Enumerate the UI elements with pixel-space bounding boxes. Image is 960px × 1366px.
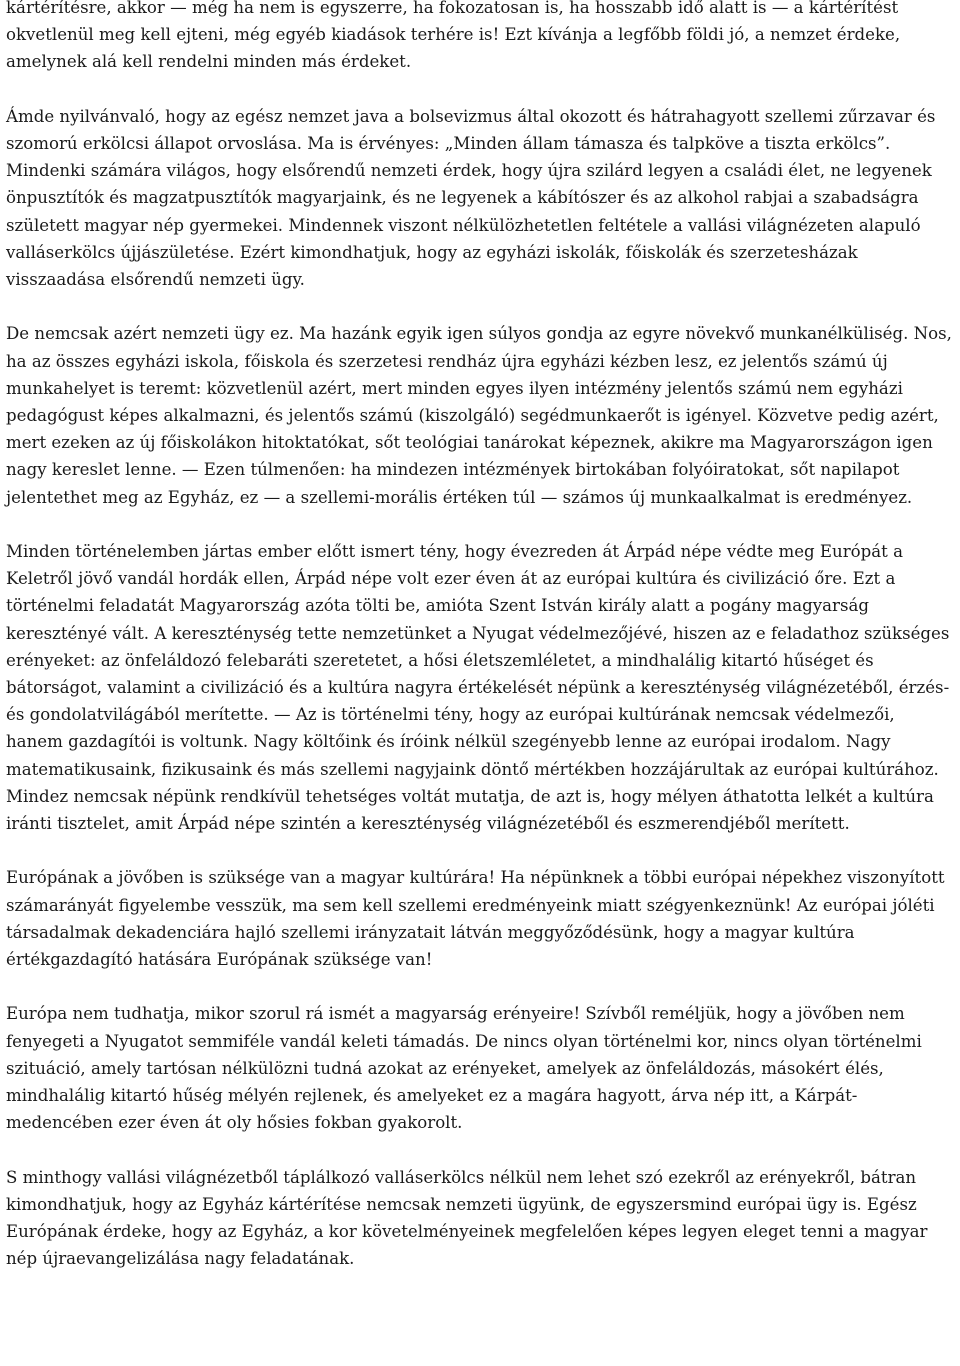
paragraph-4: Minden történelemben jártas ember előtt ismert tény, hogy évezreden át Árpád népe védte meg Európát a Keletről jövő vandál hordák ellen, Árpád népe volt ezer éven át az európai kultúra és civilizáció őre. Ezt a történelmi feladatát Magyarország azóta tölti be, amióta Szent István király alatt a pogány magyarság keresztényé vált. A kereszténység tette nemzetünket a Nyugat védelmezőjévé, hiszen az e feladathoz szükséges erényeket: az önfeláldozó felebaráti szeretetet, a hősi életszemléletet, a mindhalálig kitartó hűséget és bátorságot, valamint a civilizáció és a kultúra nagyra értékelését népünk a kereszténység világnézetéből, érzés- és gondolatvilágából merítette. — Az is történelmi tény, hogy az európai kultúrának nemcsak védelmezői, hanem gazdagítói is voltunk. Nagy költőink és íróink nélkül szegényebb lenne az európai irodalom. Nagy matematikusaink, fizikusaink és más szellemi nagyjaink döntő mértékben hozzájárultak az európai kultúrához. Mindez nemcsak népünk rendkívül tehetséges voltát mutatja, de azt is, hogy mélyen áthatotta lelkét a kultúra iránti tisztelet, amit Árpád népe szintén a kereszténység világnézetéből és eszmerendjéből merített.: [6, 542, 950, 834]
paragraph-1: kártérítésre, akkor — még ha nem is egyszerre, ha fokozatosan is, ha hosszabb idő alatt is — a kártérítést okvetlenül meg kell ejteni, még egyéb kiadások terhére is! Ezt kívánja a legfőbb földi jó, a nemzet érdeke, amelynek alá kell rendelni minden más érdeket.: [6, 0, 901, 72]
paragraph-3: De nemcsak azért nemzeti ügy ez. Ma hazánk egyik igen súlyos gondja az egyre növekvő munkanélküliség. Nos, ha az összes egyházi iskola, főiskola és szerzetesi rendház újra egyházi kézben lesz, ez jelentős számú új munkahelyet is teremt: közvetlenül azért, mert minden egyes ilyen intézmény jelentős számú nem egyházi pedagógust képes alkalmazni, és jelentős számú (kiszolgáló) segédmunkaerőt is igényel. Közvetve pedig azért, mert ezeken az új főiskolákon hitoktatókat, sőt teológiai tanárokat képeznek, akikre ma Magyarországon igen nagy kereslet lenne. — Ezen túlmenően: ha mindezen intézmények birtokában folyóiratokat, sőt napilapot jelentethet meg az Egyház, ez — a szellemi-morális értéken túl — számos új munkaalkalmat is eredményez.: [6, 324, 952, 507]
document-body: [6, 0, 956, 1300]
paragraph-6: Európa nem tudhatja, mikor szorul rá ismét a magyarság erényeire! Szívből reméljük, hogy a jövőben nem fenyegeti a Nyugatot semmiféle vandál keleti támadás. De nincs olyan történelmi kor, nincs olyan történelmi szituáció, amely tartósan nélkülözni tudná azokat az erényeket, amelyek az önfeláldozás, másokért élés, mindhalálig kitartó hűség mélyén rejlenek, és amelyeket ez a magára hagyott, árva nép itt, a Kárpát-medencében ezer éven át oly hősies fokban gyakorolt.: [6, 1004, 922, 1133]
paragraph-5: Európának a jövőben is szüksége van a magyar kultúrára! Ha népünknek a többi európai népekhez viszonyított számarányát figyelembe vesszük, ma sem kell szellemi eredményeink miatt szégyenkeznünk! Az európai jóléti társadalmak dekadenciára hajló szellemi irányzatait látván meggyőződésünk, hogy a magyar kultúra értékgazdagító hatására Európának szüksége van!: [6, 868, 945, 970]
paragraph-2: Ámde nyilvánvaló, hogy az egész nemzet java a bolsevizmus által okozott és hátrahagyott szellemi zűrzavar és szomorú erkölcsi állapot orvoslása. Ma is érvényes: „Minden állam támasza és talpköve a tiszta erkölcs”. Mindenki számára világos, hogy elsőrendű nemzeti érdek, hogy újra szilárd legyen a családi élet, ne legyenek önpusztítók és magzatpusztítók magyarjaink, és ne legyenek a kábítószer és az alkohol rabjai a szabadságra született magyar nép gyermekei. Mindennek viszont nélkülözhetetlen feltétele a vallási világnézeten alapuló valláserkölcs újjászületése. Ezért kimondhatjuk, hogy az egyházi iskolák, főiskolák és szerzetesházak visszaadása elsőrendű nemzeti ügy.: [6, 106, 936, 290]
paragraph-7: S minthogy vallási világnézetből táplálkozó valláserkölcs nélkül nem lehet szó ezekről az erényekről, bátran kimondhatjuk, hogy az Egyház kártérítése nemcsak nemzeti ügyünk, de egyszersmind európai ügy is. Egész Európának érdeke, hogy az Egyház, a kor követelményeinek megfelelően képes legyen eleget tenni a magyar nép újraevangelizálása nagy feladatának.: [6, 1167, 928, 1269]
